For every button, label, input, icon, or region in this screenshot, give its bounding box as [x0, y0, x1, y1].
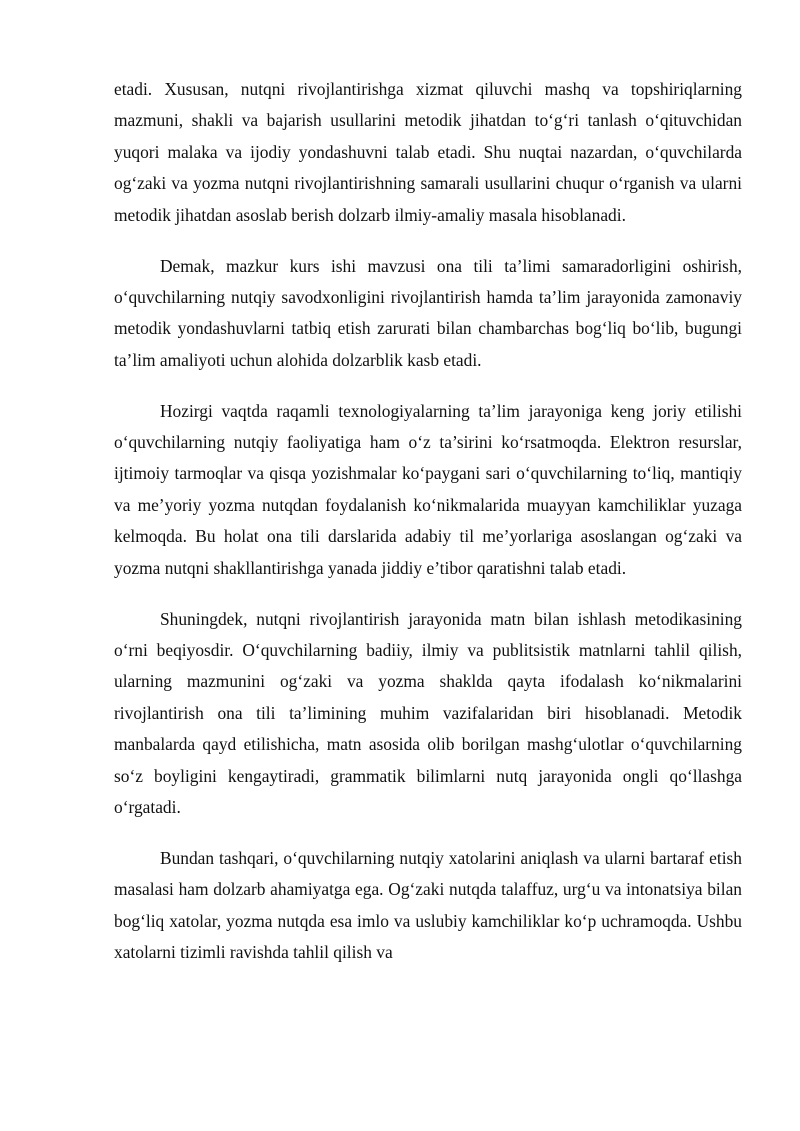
document-page [114, 74, 742, 969]
paragraph-continuation: etadi. Xususan, nutqni rivojlantirishga xizmat qiluvchi mashq va topshiriqlarning mazmuni, shakli va bajarish usullarini metodik jihatdan to‘g‘ri tanlash o‘qituvchidan yuqori malaka va ijodiy yondashuvni talab etadi. Shu nuqtai nazardan, o‘quvchilarda og‘zaki va yozma nutqni rivojlantirishning samarali usullarini chuqur o‘rganish va ularni metodik jihatdan asoslab berish dolzarb ilmiy-amaliy masala hisoblanadi. [114, 79, 742, 225]
paragraph-speech-errors: Bundan tashqari, o‘quvchilarning nutqiy xatolarini aniqlash va ularni bartaraf etish masalasi ham dolzarb ahamiyatga ega. Og‘zaki nutqda talaffuz, urg‘u va intonatsiya bilan bog‘liq xatolar, yozma nutqda esa imlo va uslubiy kamchiliklar ko‘p uchramoqda. Ushbu xatolarni tizimli ravishda tahlil qilish va [114, 847, 742, 963]
paragraph-relevance: Demak, mazkur kurs ishi mavzusi ona tili ta’limi samaradorligini oshirish, o‘quvchilarning nutqiy savodxonligini rivojlantirish hamda ta’lim jarayonida zamonaviy metodik yondashuvlarni tatbiq etish zarurati bilan chambarchas bog‘liq bo‘lib, bugungi ta’lim amaliyoti uchun alohida dolzarblik kasb etadi. [114, 255, 742, 370]
paragraph-text-methodology: Shuningdek, nutqni rivojlantirish jarayonida matn bilan ishlash metodikasining o‘rni beqiyosdir. O‘quvchilarning badiiy, ilmiy va publitsistik matnlarni tahlil qilish, ularning mazmunini og‘zaki va yozma shaklda qayta ifodalash ko‘nikmalarini rivojlantirish ona tili ta’limining muhim vazifalaridan biri hisoblanadi. Metodik manbalarda qayd etilishicha, matn asosida olib borilgan mashg‘ulotlar o‘quvchilarning so‘z boyligini kengaytiradi, grammatik bilimlarni nutq jarayonida ongli qo‘llashga o‘rgatadi. [114, 608, 742, 818]
paragraph-digital-technologies: Hozirgi vaqtda raqamli texnologiyalarning ta’lim jarayoniga keng joriy etilishi o‘quvchilarning nutqiy faoliyatiga ham o‘z ta’sirini ko‘rsatmoqda. Elektron resurslar, ijtimoiy tarmoqlar va qisqa yozishmalar ko‘paygani sari o‘quvchilarning to‘liq, mantiqiy va me’yoriy yozma nutqdan foydalanish ko‘nikmalarida muayyan kamchiliklar yuzaga kelmoqda. Bu holat ona tili darslarida adabiy til me’yorlariga asoslangan og‘zaki va yozma nutqni shakllantirishga yanada jiddiy e’tibor qaratishni talab etadi. [114, 400, 742, 578]
